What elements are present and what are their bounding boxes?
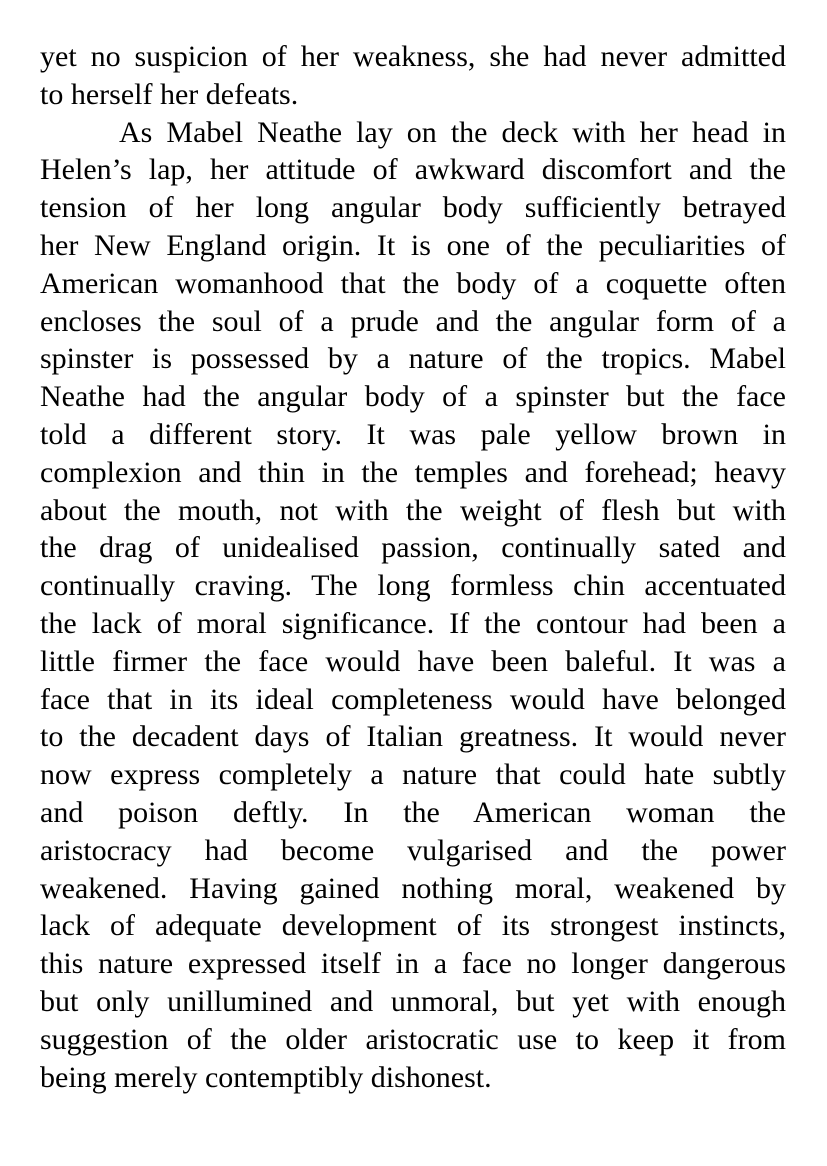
text-line: the drag of unidealised passion, continually sated and [40, 531, 786, 565]
text-line: tension of her long angular body sufficiently betrayed [40, 191, 786, 225]
text-line: continually craving. The long formless chin accentuated [40, 569, 786, 603]
text-line: suggestion of the older aristocratic use to keep it from [40, 1022, 786, 1056]
text-line: complexion and thin in the temples and forehead; heavy [40, 455, 786, 489]
text-line: now express completely a nature that could hate subtly [40, 758, 786, 792]
text-line: Helen’s lap, her attitude of awkward discomfort and the [40, 153, 786, 187]
text-line: aristocracy had become vulgarised and the power [40, 833, 786, 867]
text-line: yet no suspicion of her weakness, she had never admitted [40, 40, 786, 73]
text-line: told a different story. It was pale yellow brown in [40, 417, 786, 451]
text-line: her New England origin. It is one of the peculiarities of [40, 228, 786, 262]
text-line: little firmer the face would have been baleful. It was a [40, 644, 786, 678]
text-line: about the mouth, not with the weight of flesh but with [40, 493, 786, 527]
text-line: spinster is possessed by a nature of the tropics. Mabel [40, 342, 786, 376]
text-line: this nature expressed itself in a face no longer dangerous [40, 947, 786, 981]
text-line: the lack of moral significance. If the contour had been a [40, 606, 786, 640]
text-line: lack of adequate development of its strongest instincts, [40, 909, 786, 943]
text-line: Neathe had the angular body of a spinster but the face [40, 380, 786, 414]
text-line: As Mabel Neathe lay on the deck with her head in [119, 115, 786, 149]
text-line: weakened. Having gained nothing moral, weakened by [40, 871, 786, 905]
text-line: face that in its ideal completeness would have belonged [40, 682, 786, 716]
text-line: to herself her defeats. [40, 77, 299, 111]
text-line: American womanhood that the body of a coquette often [40, 266, 786, 300]
text-line: and poison deftly. In the American woman the [40, 795, 786, 829]
text-line: to the decadent days of Italian greatness. It would never [40, 720, 786, 754]
text-line: but only unillumined and unmoral, but yet with enough [40, 984, 786, 1018]
text-line: encloses the soul of a prude and the angular form of a [40, 304, 786, 338]
text-line: being merely contemptibly dishonest. [40, 1060, 492, 1094]
body-text [40, 38, 786, 1096]
